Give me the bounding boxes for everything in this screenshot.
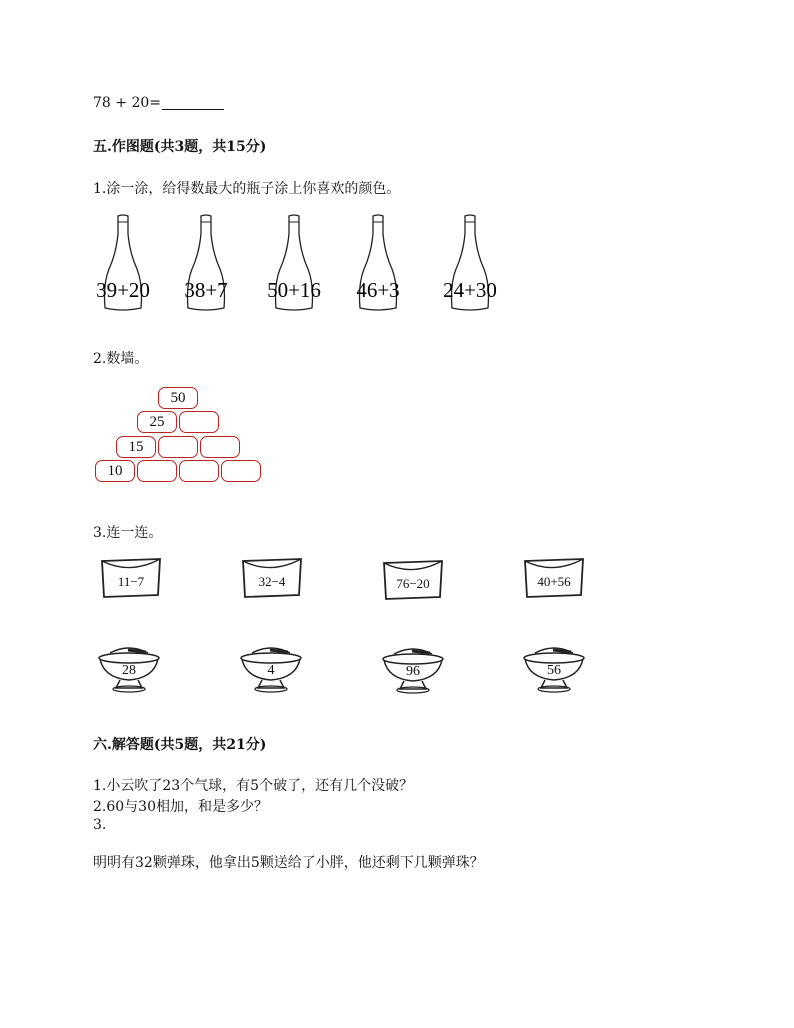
envelope-4[interactable]: [523, 557, 585, 599]
bowl-1[interactable]: [98, 644, 160, 694]
s6-question-1: 1.小云吹了23个气球，有5个破了，还有几个没破？: [93, 778, 414, 794]
section5-heading: 五.作图题(共3题，共15分): [93, 139, 267, 155]
bottle-expression: 24+30: [443, 278, 497, 302]
envelope-expression: 32−4: [258, 574, 286, 589]
answer-blank[interactable]: [162, 95, 224, 110]
bowl-3[interactable]: [382, 645, 444, 695]
bowl-2[interactable]: [240, 644, 302, 694]
s6-question-3-number: 3.: [93, 817, 107, 833]
q3-prompt: 3.连一连。: [93, 525, 163, 541]
section6-heading: 六.解答题(共5题，共21分): [93, 737, 267, 753]
bottle-1[interactable]: [83, 214, 163, 314]
number-wall: [94, 386, 266, 488]
wall-brick[interactable]: 15: [116, 436, 156, 458]
bowl-4[interactable]: [523, 644, 585, 694]
envelope-3[interactable]: [382, 559, 444, 601]
s6-question-3-text: 明明有32颗弹珠，他拿出5颗送给了小胖，他还剩下几颗弹珠？: [93, 855, 484, 871]
wall-brick[interactable]: 10: [95, 460, 135, 482]
top-expression: [93, 95, 224, 111]
bottle-4[interactable]: [338, 214, 418, 314]
wall-brick[interactable]: [179, 460, 219, 482]
bottle-5[interactable]: [430, 214, 510, 314]
bottle-3[interactable]: [254, 214, 334, 314]
envelope-2[interactable]: [241, 557, 303, 599]
q2-prompt: 2.数墙。: [93, 351, 149, 367]
bottle-expression: 39+20: [96, 278, 150, 302]
bottle-expression: 50+16: [267, 278, 321, 302]
q1-prompt: 1.涂一涂，给得数最大的瓶子涂上你喜欢的颜色。: [93, 181, 401, 197]
wall-brick[interactable]: [200, 436, 240, 458]
s6-question-2: 2.60与30相加，和是多少？: [93, 799, 268, 815]
envelope-expression: 76−20: [396, 576, 430, 591]
bowl-number: 56: [547, 663, 561, 678]
expression-text: 78 + 20=: [93, 95, 161, 111]
bottle-expression: 46+3: [356, 278, 400, 302]
envelope-1[interactable]: [100, 557, 162, 599]
bottle-expression: 38+7: [184, 278, 228, 302]
bowl-number: 28: [122, 663, 136, 678]
bottle-2[interactable]: [166, 214, 246, 314]
bowl-number: 4: [267, 663, 275, 678]
wall-brick[interactable]: 50: [158, 387, 198, 409]
wall-brick[interactable]: [137, 460, 177, 482]
wall-brick[interactable]: [179, 411, 219, 433]
envelope-expression: 40+56: [537, 574, 571, 589]
envelope-expression: 11−7: [117, 574, 145, 589]
wall-brick[interactable]: [158, 436, 198, 458]
wall-brick[interactable]: 25: [137, 411, 177, 433]
bowl-number: 96: [406, 664, 420, 679]
wall-brick[interactable]: [221, 460, 261, 482]
